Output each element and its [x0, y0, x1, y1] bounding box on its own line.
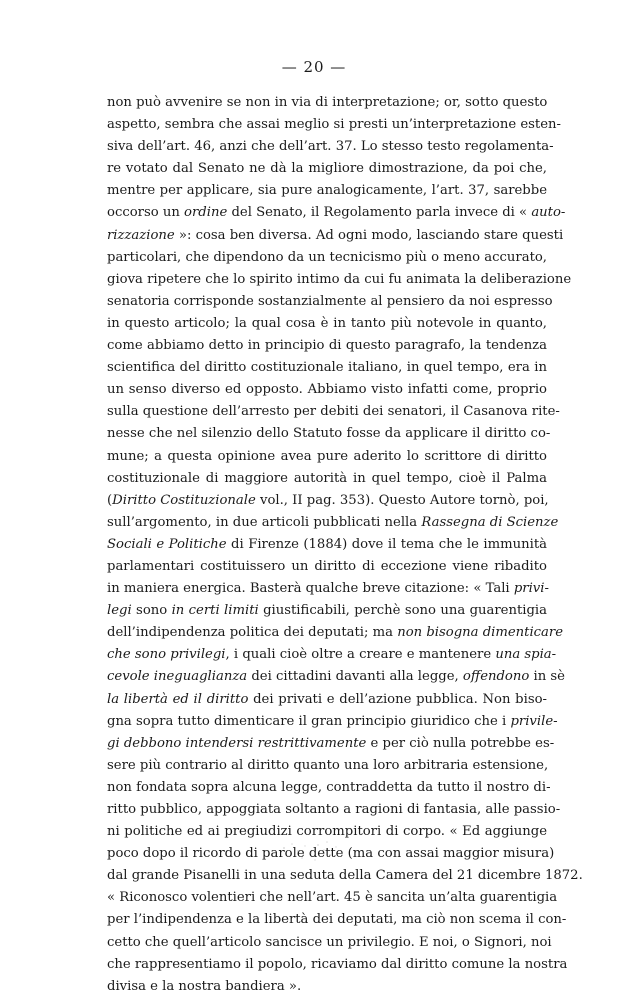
italic-text: non bisogna dimenticare — [397, 625, 564, 641]
text-segment: di Firenze (1884) dove il tema che le immunità — [226, 536, 547, 552]
italic-text: una spia- — [495, 647, 557, 663]
text-segment: sere più contrario al diritto quanto una loro arbitraria estensione, — [107, 757, 549, 773]
text-segment: non può avvenire se non in via di interpretazione; or, sotto questo — [107, 95, 548, 110]
text-line — [107, 733, 555, 755]
text-segment: occorso un — [107, 205, 185, 221]
text-line — [107, 313, 547, 335]
text-segment: mune; a questa opinione avea pure aderito lo scrittore di diritto — [107, 448, 547, 464]
italic-text: ordine — [184, 205, 228, 221]
text-segment: sono — [131, 603, 172, 619]
italic-text: in certi limiti — [171, 603, 259, 619]
text-segment: costituzionale di maggiore autorità in quel tempo, cioè il Palma — [107, 470, 547, 486]
text-segment: , i quali cioè oltre a creare e mantenere — [225, 647, 496, 663]
text-line — [107, 401, 560, 423]
italic-text: offendono — [462, 669, 530, 685]
text-line — [107, 490, 547, 512]
italic-text: legi — [107, 603, 132, 619]
text-segment: divisa e la nostra bandiera ». — [107, 978, 302, 994]
text-segment: come abbiamo detto in principio di questo paragrafo, la tendenza — [107, 338, 547, 354]
text-line — [107, 92, 547, 114]
italic-text: la libertà ed il diritto — [107, 691, 249, 707]
italic-text: Rassegna di Scienze — [421, 514, 559, 530]
text-line — [107, 269, 572, 291]
italic-text: privi- — [513, 581, 549, 597]
text-line — [107, 600, 547, 622]
text-line — [107, 644, 557, 666]
text-segment: giova ripetere che lo spirito intimo da cui fu animata la deliberazione — [107, 271, 572, 287]
text-line — [107, 622, 564, 644]
italic-text: auto- — [531, 205, 566, 221]
text-segment: « Riconosco volentieri che nell’art. 45 è sancita un’alta guarentigia — [107, 890, 558, 906]
text-line — [107, 887, 558, 909]
text-segment: aspetto, sembra che assai meglio si presti un’interpretazione esten- — [107, 117, 561, 133]
text-line — [107, 202, 566, 224]
text-line — [107, 556, 547, 578]
text-segment: parlamentari costituissero un diritto di eccezione viene ribadito — [107, 558, 547, 574]
text-segment: cetto che quell’articolo sancisce un privilegio. E noi, o Signori, noi — [107, 934, 552, 950]
text-segment: in sè — [529, 669, 565, 685]
text-segment: sulla questione dell’arresto per debiti dei senatori, il Casanova rite- — [107, 404, 560, 420]
text-line — [107, 711, 558, 733]
text-line — [107, 932, 552, 954]
text-line — [107, 158, 547, 180]
text-segment: sull’argomento, in due articoli pubblicati nella — [107, 514, 422, 530]
text-segment: dell’indipendenza politica dei deputati; ma — [107, 625, 398, 641]
italic-text: Diritto Costituzionale — [112, 492, 256, 508]
text-segment: poco dopo il ricordo di parole dette (ma con assai maggior misura) — [107, 846, 555, 862]
text-line — [107, 689, 547, 711]
text-line — [107, 755, 547, 777]
text-segment: particolari, che dipendono da un tecnicismo più o meno accurato, — [107, 249, 547, 265]
text-line — [107, 335, 547, 357]
text-line — [107, 136, 554, 158]
text-line — [107, 777, 551, 799]
text-segment: giustificabili, perchè sono una guarentigia — [258, 603, 548, 619]
text-segment: ritto pubblico, appoggiata soltanto a ragioni di fantasia, alle passio- — [107, 802, 561, 817]
text-line — [107, 357, 547, 379]
text-segment: in questo articolo; la qual cosa è in tanto più notevole in quanto, — [107, 315, 547, 331]
text-segment: dei privati e dell’azione pubblica. Non biso- — [248, 691, 547, 707]
text-segment: dal grande Pisanelli in una seduta della Camera del 21 dicembre 1872. — [107, 868, 583, 884]
text-segment: siva dell’art. 46, anzi che dell’art. 37. Lo stesso testo regolamenta- — [107, 139, 554, 155]
text-line — [107, 954, 568, 976]
text-segment: ( — [107, 492, 113, 508]
text-segment: scientifica del diritto costituzionale italiano, in quel tempo, era in — [107, 360, 547, 376]
text-segment: nesse che nel silenzio dello Statuto fosse da applicare il diritto co- — [107, 426, 551, 442]
italic-text: gi debbono intendersi restrittivamente — [107, 735, 367, 751]
text-segment: gna sopra tutto dimenticare il gran principio giuridico che i — [107, 713, 511, 729]
text-line — [107, 291, 553, 313]
text-line — [107, 180, 547, 202]
text-segment: del Senato, il Regolamento parla invece di « — [227, 205, 532, 221]
text-segment: vol., II pag. 353). Questo Autore tornò, poi, — [255, 492, 549, 508]
text-line — [107, 666, 565, 688]
italic-text: rizzazione — [107, 227, 175, 243]
text-segment: re votato dal Senato ne dà la migliore dimostrazione, da poi che, — [107, 161, 547, 177]
text-line — [107, 247, 547, 269]
text-segment: ni politiche ed ai pregiudizi corrompitori di corpo. « Ed aggiunge — [107, 824, 547, 840]
text-segment: in maniera energica. Basterà qualche breve citazione: « Tali — [107, 581, 514, 597]
text-segment: un senso diverso ed opposto. Abbiamo visto infatti come, proprio — [107, 382, 547, 398]
text-line — [107, 799, 561, 821]
page-number: — 20 — — [281, 58, 347, 76]
text-line — [107, 379, 547, 401]
text-segment: mentre per applicare, sia pure analogicamente, l’art. 37, sarebbe — [107, 183, 547, 199]
text-segment: senatoria corrisponde sostanzialmente al pensiero da noi espresso — [107, 293, 553, 309]
text-line — [107, 578, 547, 600]
italic-text: privile- — [510, 713, 558, 729]
italic-text: Sociali e Politiche — [107, 536, 227, 552]
text-segment: »: cosa ben diversa. Ad ogni modo, lasciando stare questi — [174, 227, 564, 243]
text-segment: non fondata sopra alcuna legge, contraddetta da tutto il nostro di- — [107, 779, 551, 795]
text-line — [107, 114, 561, 136]
text-line — [107, 534, 547, 556]
italic-text: che sono privilegi — [107, 647, 226, 663]
italic-text: cevole ineguaglianza — [107, 669, 248, 685]
text-line — [107, 446, 547, 468]
text-segment: dei cittadini davanti alla legge, — [247, 669, 463, 685]
text-line — [107, 225, 564, 247]
text-segment: per l’indipendenza e la libertà dei deputati, ma ciò non scema il con- — [107, 912, 567, 928]
text-segment: che rappresentiamo il popolo, ricaviamo dal diritto comune la nostra — [107, 956, 568, 972]
text-line — [107, 865, 583, 887]
text-line — [107, 423, 551, 445]
text-line — [107, 512, 559, 534]
library-stamp-mark — [278, 836, 348, 866]
text-line — [107, 468, 547, 490]
text-line — [107, 909, 567, 931]
text-segment: e per ciò nulla potrebbe es- — [366, 735, 555, 751]
text-line — [107, 976, 547, 998]
